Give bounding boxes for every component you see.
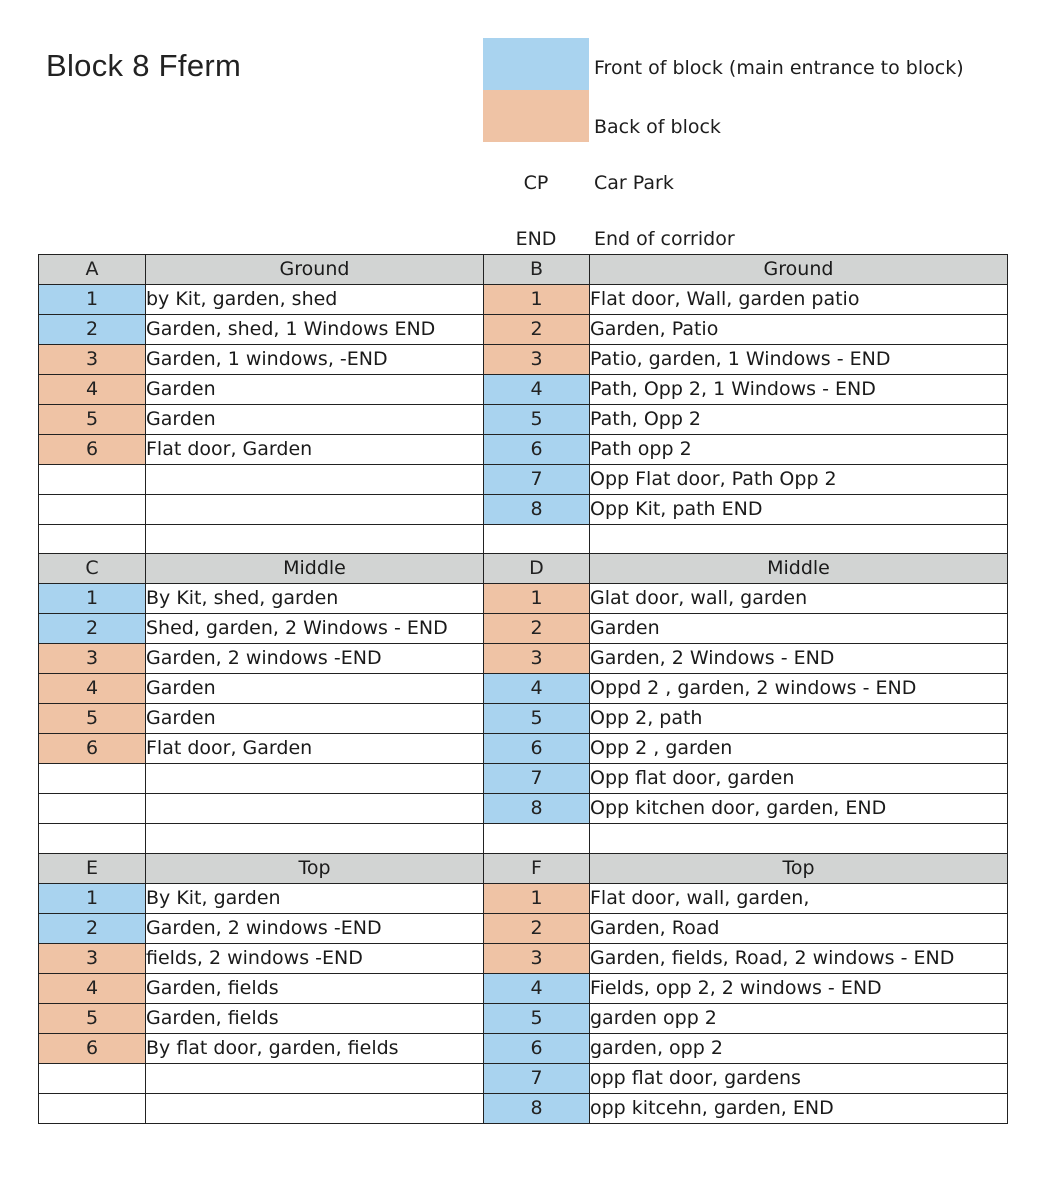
room-number: 7 xyxy=(484,465,590,495)
section-letter: F xyxy=(484,853,590,883)
room-description: Path, Opp 2, 1 Windows - END xyxy=(590,375,1008,405)
table-row xyxy=(39,345,1008,375)
room-description: By flat door, garden, fields xyxy=(146,1033,484,1063)
room-description: Flat door, Wall, garden patio xyxy=(590,285,1008,315)
room-number xyxy=(484,824,590,853)
room-number xyxy=(39,794,146,824)
section-header-row xyxy=(39,853,1008,883)
room-description: Garden xyxy=(146,375,484,405)
room-description: Path, Opp 2 xyxy=(590,405,1008,435)
room-table-body xyxy=(39,255,1008,1124)
section-header-row xyxy=(39,554,1008,584)
room-number: 6 xyxy=(39,1033,146,1063)
table-row xyxy=(39,405,1008,435)
room-description xyxy=(146,824,484,853)
room-number: 1 xyxy=(484,883,590,913)
table-row xyxy=(39,435,1008,465)
room-number: 6 xyxy=(484,1033,590,1063)
table-row xyxy=(39,1093,1008,1123)
table-row xyxy=(39,644,1008,674)
room-number xyxy=(39,1063,146,1093)
room-description: Garden, shed, 1 Windows END xyxy=(146,315,484,345)
room-description: garden, opp 2 xyxy=(590,1033,1008,1063)
table-row xyxy=(39,285,1008,315)
section-letter: A xyxy=(39,255,146,285)
cp-legend-code: CP xyxy=(523,172,549,194)
room-description: opp flat door, gardens xyxy=(590,1063,1008,1093)
room-number: 1 xyxy=(484,285,590,315)
table-row xyxy=(39,764,1008,794)
room-description: opp kitcehn, garden, END xyxy=(590,1093,1008,1123)
room-number: 2 xyxy=(39,913,146,943)
room-number: 5 xyxy=(484,1003,590,1033)
room-description: By Kit, garden xyxy=(146,883,484,913)
table-row xyxy=(39,674,1008,704)
table-row xyxy=(39,824,1008,853)
room-number: 8 xyxy=(484,1093,590,1123)
room-number: 4 xyxy=(484,973,590,1003)
table-row xyxy=(39,465,1008,495)
room-number xyxy=(39,824,146,853)
room-number: 4 xyxy=(484,674,590,704)
room-number: 7 xyxy=(484,1063,590,1093)
table-row xyxy=(39,913,1008,943)
room-description: Opp Kit, path END xyxy=(590,495,1008,525)
room-number: 6 xyxy=(39,734,146,764)
cp-legend-label: Car Park xyxy=(594,172,674,194)
table-row xyxy=(39,794,1008,824)
room-description: By Kit, shed, garden xyxy=(146,584,484,614)
room-number: 2 xyxy=(484,913,590,943)
room-number xyxy=(39,525,146,554)
section-level: Top xyxy=(590,853,1008,883)
section-level: Top xyxy=(146,853,484,883)
room-number: 3 xyxy=(39,644,146,674)
room-description: Opp kitchen door, garden, END xyxy=(590,794,1008,824)
section-header-row xyxy=(39,255,1008,285)
room-number: 8 xyxy=(484,495,590,525)
room-description: Garden xyxy=(146,674,484,704)
room-number: 3 xyxy=(484,345,590,375)
room-description: Path opp 2 xyxy=(590,435,1008,465)
room-number: 2 xyxy=(39,315,146,345)
table-row xyxy=(39,883,1008,913)
room-description xyxy=(146,525,484,554)
end-legend-code: END xyxy=(515,228,557,250)
room-number: 6 xyxy=(484,435,590,465)
room-number: 1 xyxy=(39,883,146,913)
back-legend-swatch xyxy=(483,90,589,142)
table-row xyxy=(39,1003,1008,1033)
front-legend-swatch xyxy=(483,38,589,90)
room-description: Garden, Road xyxy=(590,913,1008,943)
room-description: Garden, fields xyxy=(146,973,484,1003)
section-level: Middle xyxy=(146,554,484,584)
room-number: 5 xyxy=(39,1003,146,1033)
table-row xyxy=(39,943,1008,973)
room-description: garden opp 2 xyxy=(590,1003,1008,1033)
room-number: 6 xyxy=(39,435,146,465)
room-number: 5 xyxy=(484,405,590,435)
front-legend-label: Front of block (main entrance to block) xyxy=(594,57,964,79)
room-description xyxy=(590,824,1008,853)
room-number xyxy=(484,525,590,554)
room-description: Garden xyxy=(146,704,484,734)
room-description xyxy=(146,465,484,495)
room-number: 2 xyxy=(484,614,590,644)
room-description: Fields, opp 2, 2 windows - END xyxy=(590,973,1008,1003)
room-number xyxy=(39,1093,146,1123)
room-number: 1 xyxy=(39,584,146,614)
room-description: Garden xyxy=(590,614,1008,644)
room-number: 5 xyxy=(484,704,590,734)
room-number: 5 xyxy=(39,704,146,734)
room-description: Opp Flat door, Path Opp 2 xyxy=(590,465,1008,495)
room-description: Glat door, wall, garden xyxy=(590,584,1008,614)
table-row xyxy=(39,704,1008,734)
room-number: 4 xyxy=(39,973,146,1003)
section-letter: C xyxy=(39,554,146,584)
room-description: Opp 2 , garden xyxy=(590,734,1008,764)
table-row xyxy=(39,614,1008,644)
section-letter: E xyxy=(39,853,146,883)
room-description: Opp 2, path xyxy=(590,704,1008,734)
room-number xyxy=(39,764,146,794)
room-number: 3 xyxy=(39,345,146,375)
room-number xyxy=(39,495,146,525)
room-description: Shed, garden, 2 Windows - END xyxy=(146,614,484,644)
room-description: Oppd 2 , garden, 2 windows - END xyxy=(590,674,1008,704)
room-description: Garden, fields xyxy=(146,1003,484,1033)
room-table xyxy=(38,254,1008,1124)
section-level: Middle xyxy=(590,554,1008,584)
room-description: Garden, 2 windows -END xyxy=(146,644,484,674)
room-description: Flat door, Garden xyxy=(146,435,484,465)
room-description: Garden, Patio xyxy=(590,315,1008,345)
room-description: Flat door, Garden xyxy=(146,734,484,764)
room-description: Flat door, wall, garden, xyxy=(590,883,1008,913)
section-level: Ground xyxy=(590,255,1008,285)
table-row xyxy=(39,584,1008,614)
section-level: Ground xyxy=(146,255,484,285)
back-legend-label: Back of block xyxy=(594,116,721,138)
room-number: 2 xyxy=(484,315,590,345)
room-number: 7 xyxy=(484,764,590,794)
room-description: Garden, 2 windows -END xyxy=(146,913,484,943)
room-description xyxy=(146,794,484,824)
room-number: 6 xyxy=(484,734,590,764)
table-row xyxy=(39,525,1008,554)
room-description: Garden xyxy=(146,405,484,435)
section-letter: D xyxy=(484,554,590,584)
room-description xyxy=(146,1093,484,1123)
room-number: 1 xyxy=(484,584,590,614)
room-description xyxy=(590,525,1008,554)
section-letter: B xyxy=(484,255,590,285)
room-description: Opp flat door, garden xyxy=(590,764,1008,794)
room-number: 4 xyxy=(39,674,146,704)
room-description xyxy=(146,495,484,525)
room-description: Patio, garden, 1 Windows - END xyxy=(590,345,1008,375)
room-description xyxy=(146,764,484,794)
room-number: 3 xyxy=(484,943,590,973)
room-number: 3 xyxy=(484,644,590,674)
table-row xyxy=(39,315,1008,345)
table-row xyxy=(39,375,1008,405)
room-description: Garden, 2 Windows - END xyxy=(590,644,1008,674)
room-description: fields, 2 windows -END xyxy=(146,943,484,973)
room-description: Garden, 1 windows, -END xyxy=(146,345,484,375)
table-row xyxy=(39,1063,1008,1093)
room-description: by Kit, garden, shed xyxy=(146,285,484,315)
room-number xyxy=(39,465,146,495)
room-description xyxy=(146,1063,484,1093)
table-row xyxy=(39,1033,1008,1063)
room-number: 1 xyxy=(39,285,146,315)
room-description: Garden, fields, Road, 2 windows - END xyxy=(590,943,1008,973)
room-number: 3 xyxy=(39,943,146,973)
room-number: 5 xyxy=(39,405,146,435)
end-legend-label: End of corridor xyxy=(594,228,735,250)
page-title: Block 8 Fferm xyxy=(46,48,242,83)
table-row xyxy=(39,495,1008,525)
table-row xyxy=(39,973,1008,1003)
room-number: 4 xyxy=(484,375,590,405)
room-number: 8 xyxy=(484,794,590,824)
room-number: 2 xyxy=(39,614,146,644)
room-number: 4 xyxy=(39,375,146,405)
table-row xyxy=(39,734,1008,764)
